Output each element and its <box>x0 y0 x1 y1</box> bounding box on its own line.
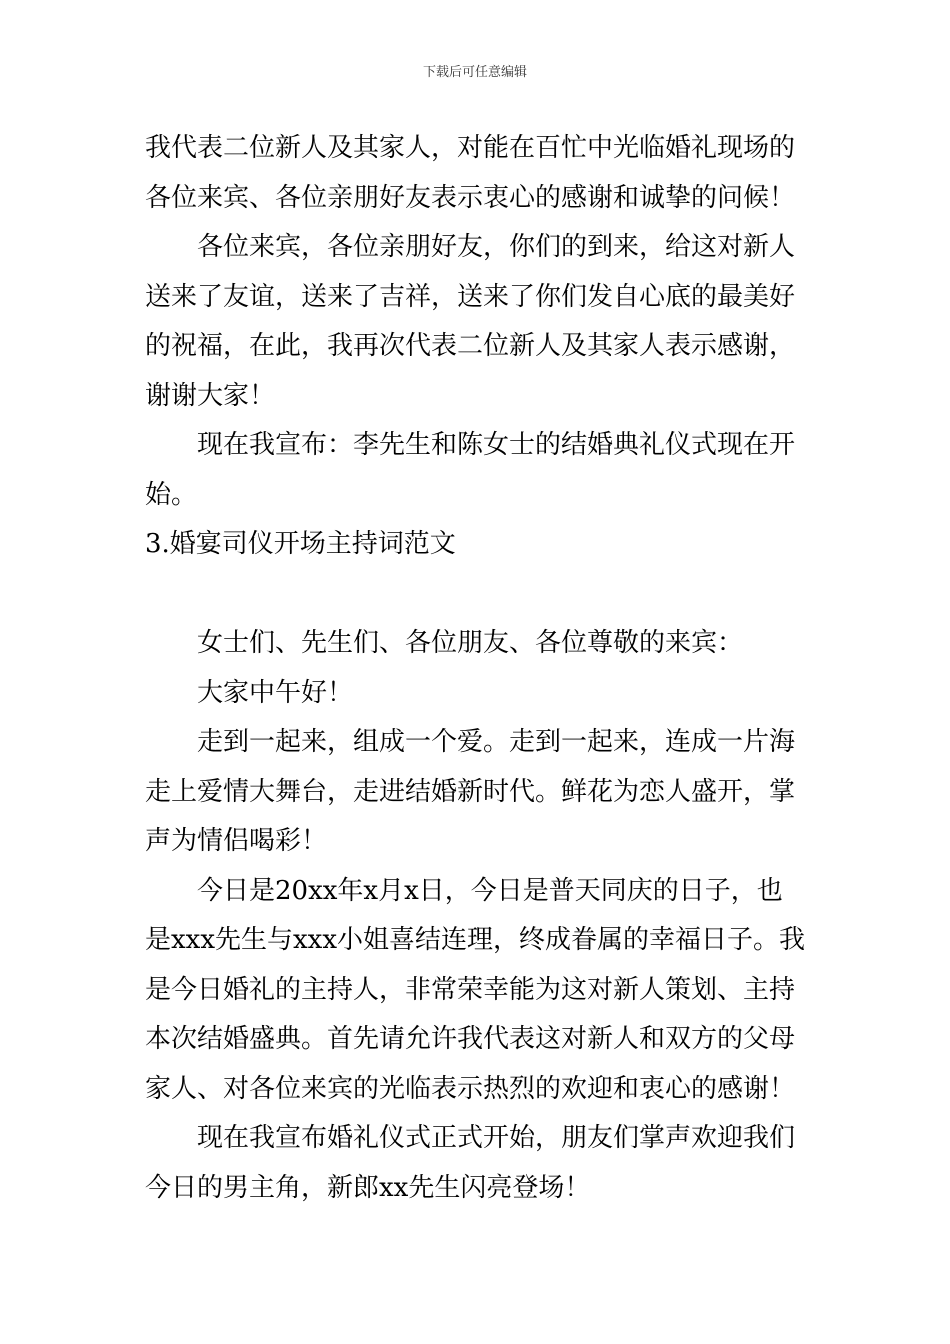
blank-line <box>145 570 810 620</box>
paragraph-line: 现在我宣布：李先生和陈女士的结婚典礼仪式现在开 <box>197 430 796 460</box>
page-header-note: 下载后可任意编辑 <box>422 65 527 80</box>
paragraph-line: 本次结婚盛典。首先请允许我代表这对新人和双方的父母 <box>145 1024 796 1054</box>
paragraph-line: 是xxx先生与xxx小姐喜结连理，终成眷属的幸福日子。我 <box>145 925 805 955</box>
paragraph-line: 大家中午好！ <box>197 677 354 708</box>
paragraph-line: 今日是20xx年x月x日，今日是普天同庆的日子，也 <box>197 875 783 906</box>
paragraph-line: 现在我宣布婚礼仪式正式开始，朋友们掌声欢迎我们 <box>197 1123 796 1153</box>
paragraph-line: 送来了友谊，送来了吉祥，送来了你们发自心底的最美好 <box>145 281 796 312</box>
section-heading: 3.婚宴司仪开场主持词范文 <box>145 529 456 559</box>
paragraph-line: 家人、对各位来宾的光临表示热烈的欢迎和衷心的感谢！ <box>145 1073 796 1104</box>
paragraph-line: 女士们、先生们、各位朋友、各位尊敬的来宾： <box>197 628 744 658</box>
paragraph-line: 声为情侣喝彩！ <box>145 826 328 856</box>
paragraph-line: 各位来宾、各位亲朋好友表示衷心的感谢和诚挚的问候！ <box>145 182 796 213</box>
paragraph-line: 的祝福，在此，我再次代表二位新人及其家人表示感谢， <box>145 331 796 361</box>
paragraph-line: 是今日婚礼的主持人，非常荣幸能为这对新人策划、主持 <box>145 974 796 1005</box>
paragraph-line: 走到一起来，组成一个爱。走到一起来，连成一片海 <box>197 727 796 757</box>
paragraph-line: 谢谢大家！ <box>145 380 276 411</box>
document-body <box>145 124 810 1213</box>
paragraph-line: 走上爱情大舞台，走进结婚新时代。鲜花为恋人盛开，掌 <box>145 776 796 807</box>
paragraph-line: 各位来宾，各位亲朋好友，你们的到来，给这对新人 <box>197 232 796 262</box>
paragraph-line: 我代表二位新人及其家人，对能在百忙中光临婚礼现场的 <box>145 133 796 163</box>
paragraph-line: 今日的男主角，新郎xx先生闪亮登场！ <box>145 1172 591 1203</box>
paragraph-line: 始。 <box>145 479 198 510</box>
